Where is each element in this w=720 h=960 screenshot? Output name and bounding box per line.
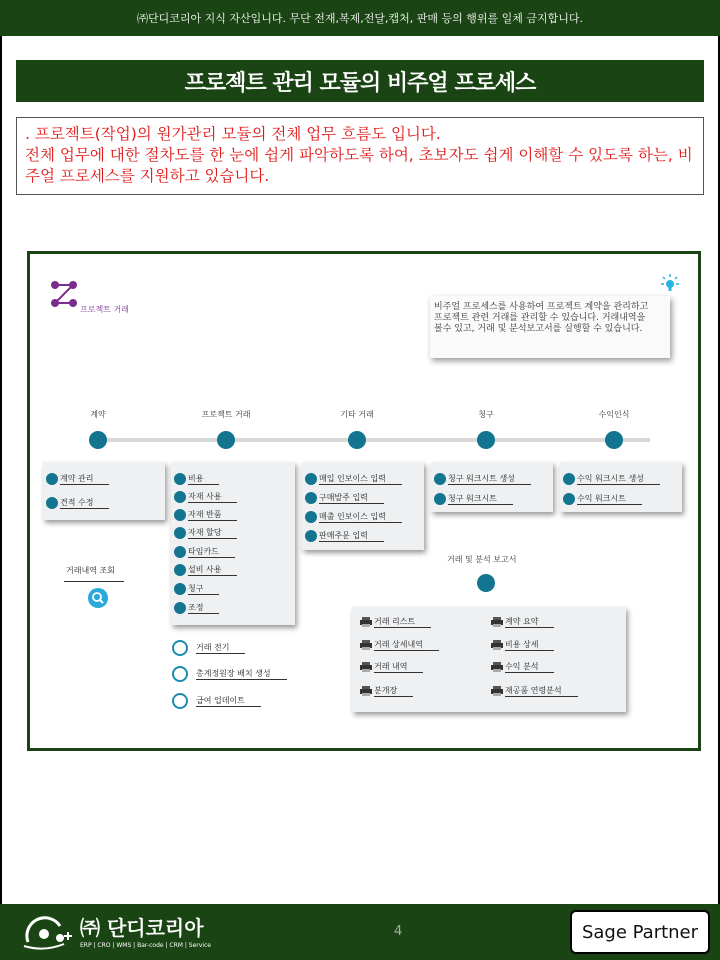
history-underline [64, 581, 124, 582]
printer-icon [491, 640, 503, 650]
project-card [171, 462, 295, 625]
search-icon[interactable] [88, 588, 108, 608]
footer [0, 904, 720, 960]
partner-badge [570, 910, 710, 954]
stage-node-revenue[interactable] [605, 431, 623, 449]
notice-bar [0, 0, 720, 36]
page-title-text: 프로젝트 관리 모듈의 비주얼 프로세스 [184, 70, 536, 96]
list-item[interactable]: 총계정원장 배치 생성 [172, 667, 287, 681]
lightbulb-icon [660, 274, 680, 294]
list-item[interactable]: 거래 상세내역 [360, 638, 439, 652]
printer-icon [360, 686, 372, 696]
list-item[interactable]: 거래 내역 [360, 660, 423, 674]
description-box: . 프로젝트(작업)의 원가관리 모듈의 전체 업무 흐름도 입니다. 전체 업무에 대한 절차도를 한 눈에 쉽게 파악하도록 하여, 초보자도 쉽게 이해할 수 있도록 하는, 비주얼 프로세스를 지원하고 있습니다. [16, 117, 704, 195]
stage-label-other: 기타 거래 [340, 410, 374, 419]
stage-label-billing: 청구 [478, 410, 494, 419]
notice-text: ㈜단디코리아 지식 자산입니다. 무단 전재,복제,전달,캡처, 판매 등의 행위를 일체 금지합니다. [137, 12, 583, 25]
partner-text: Sage Partner [581, 921, 699, 943]
contract-card [43, 462, 165, 520]
list-item[interactable]: 타임카드 [174, 545, 235, 559]
list-item[interactable]: 조정 [174, 601, 219, 615]
list-item[interactable]: 계약 관리 [46, 472, 109, 486]
stage-node-project[interactable] [217, 431, 235, 449]
list-item[interactable]: 자재 할당 [174, 526, 237, 540]
list-item[interactable]: 비용 상세 [491, 638, 554, 652]
history-label: 거래내역 조회 [66, 566, 115, 575]
printer-icon [360, 617, 372, 627]
stage-label-revenue: 수익인식 [598, 410, 630, 419]
stage-label-contract: 계약 [90, 410, 106, 419]
list-item[interactable]: 매출 인보이스 입력 [305, 510, 402, 524]
list-item[interactable]: 분개장 [360, 684, 413, 698]
list-item[interactable]: 설비 사용 [174, 563, 237, 577]
tip-box: 비주얼 프로세스를 사용하여 프로젝트 계약을 관리하고 프로젝트 관련 거래를 관리할 수 있습니다. 거래내역을 볼수 있고, 거래 및 분석보고서를 실행할 수 있습니다. [430, 296, 670, 358]
list-item[interactable]: 자재 반품 [174, 508, 237, 522]
stage-node-other[interactable] [348, 431, 366, 449]
list-item[interactable]: 판매주문 입력 [305, 529, 384, 543]
list-item[interactable]: 자재 사용 [174, 490, 237, 504]
printer-icon [491, 617, 503, 627]
diagram-label: 프로젝트 거래 [80, 305, 129, 314]
printer-icon [360, 662, 372, 672]
list-item[interactable]: 급여 업데이트 [172, 694, 261, 708]
company-logo-icon [20, 912, 74, 952]
list-item[interactable]: 견적 수정 [46, 496, 109, 510]
list-item[interactable]: 거래 전기 [172, 641, 245, 655]
printer-icon [491, 686, 503, 696]
company-name: ㈜ 단디코리아 [80, 916, 204, 940]
list-item[interactable]: 구매발주 입력 [305, 491, 384, 505]
list-item[interactable]: 청구 [174, 582, 219, 596]
billing-card [431, 462, 553, 512]
report-node[interactable] [477, 574, 495, 592]
list-item[interactable]: 청구 워크시트 생성 [434, 472, 531, 486]
printer-icon [491, 662, 503, 672]
stage-node-billing[interactable] [477, 431, 495, 449]
printer-icon [360, 640, 372, 650]
process-diagram [27, 251, 701, 751]
list-item[interactable]: 계약 요약 [491, 615, 554, 629]
list-item[interactable]: 수익 워크시트 [563, 492, 642, 506]
list-item[interactable]: 수익 분석 [491, 660, 554, 674]
list-item[interactable]: 비용 [174, 472, 219, 486]
list-item[interactable]: 재공품 연령분석 [491, 684, 578, 698]
stage-label-project: 프로젝트 거래 [201, 410, 251, 419]
page-number: 4 [394, 924, 403, 939]
project-process-icon [50, 280, 78, 308]
page-title [16, 60, 704, 102]
other-card [302, 462, 424, 550]
stage-node-contract[interactable] [89, 431, 107, 449]
reports-card [352, 607, 626, 712]
company-services: ERP | CRO | WMS | Bar-code | CRM | Service [80, 942, 211, 949]
list-item[interactable]: 청구 워크시트 [434, 492, 513, 506]
process-timeline [90, 438, 650, 442]
list-item[interactable]: 매입 인보이스 입력 [305, 472, 402, 486]
list-item[interactable]: 거래 리스트 [360, 615, 431, 629]
revenue-card [560, 462, 682, 512]
report-label: 거래 및 분석 보고서 [447, 555, 517, 564]
list-item[interactable]: 수익 워크시트 생성 [563, 472, 660, 486]
